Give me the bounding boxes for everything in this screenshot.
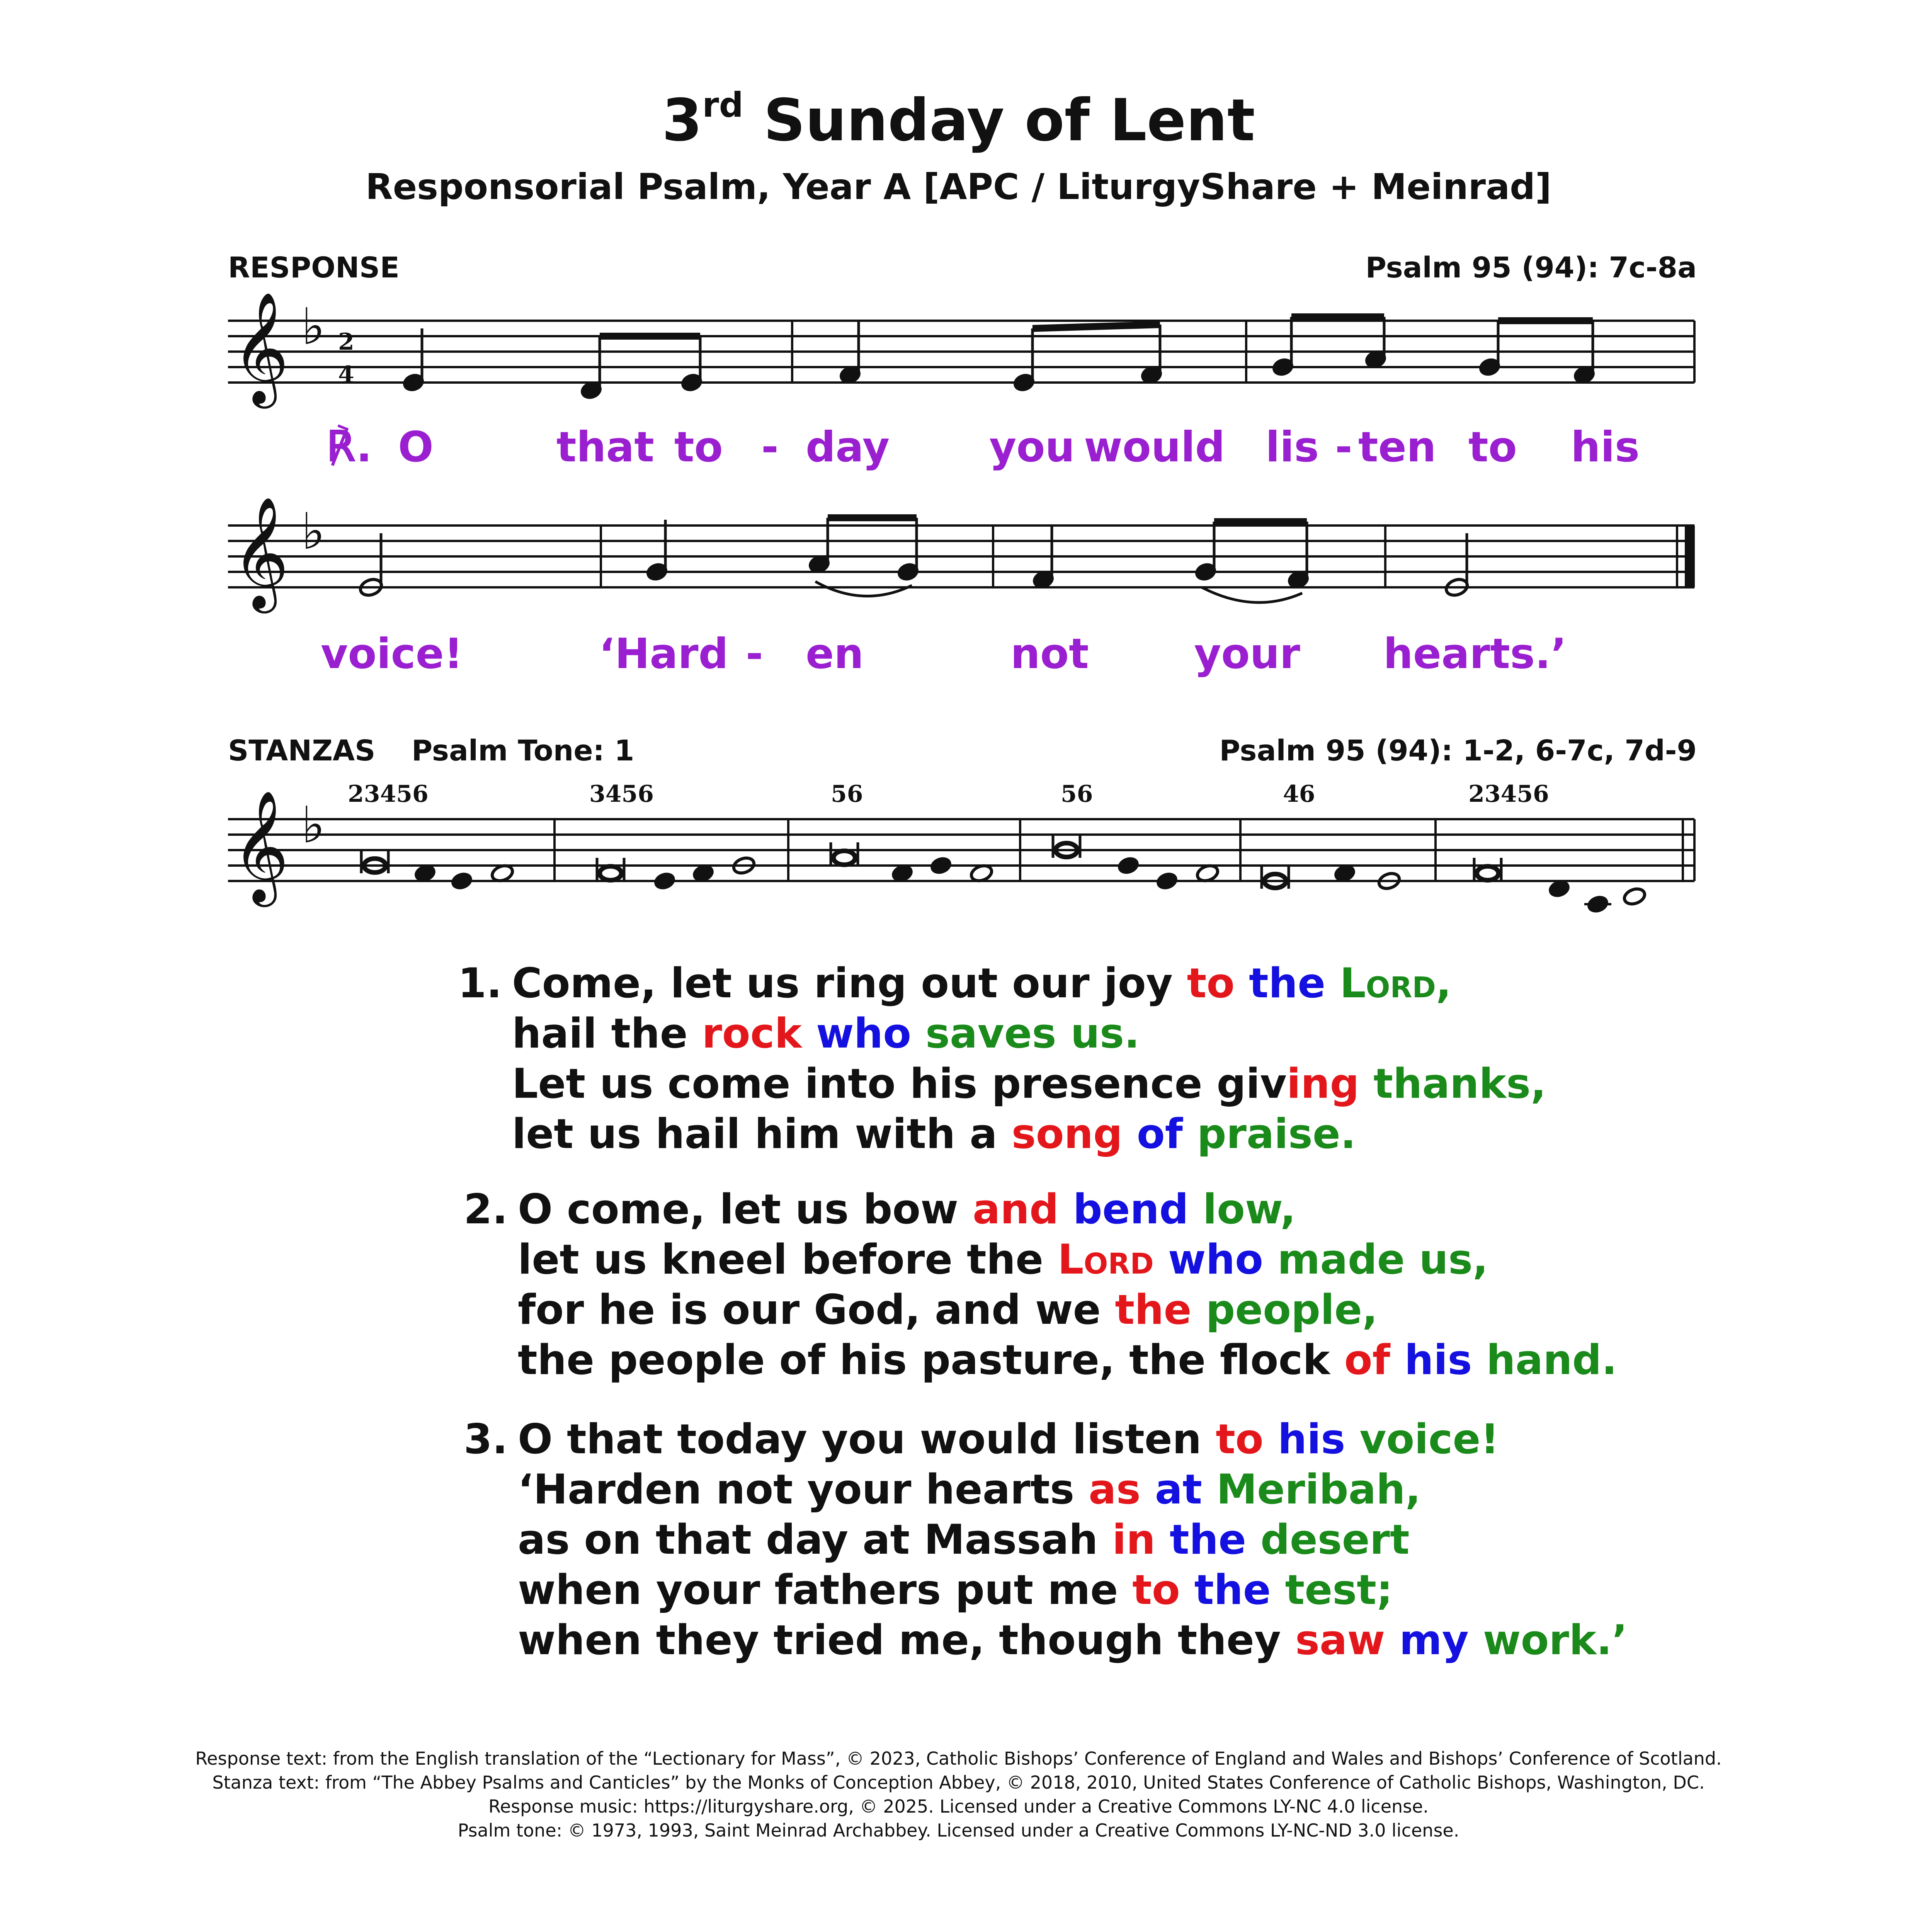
lyric-syllable: your [1194, 630, 1300, 678]
tone-number: 23456 [348, 781, 429, 808]
stanza-number: 3. [464, 1415, 508, 1463]
lyric-syllable: day [806, 423, 890, 471]
response-reference: Psalm 95 (94): 7c-8a [1365, 251, 1697, 284]
lyric-syllable: to [1468, 423, 1517, 471]
lyric-syllable: his [1571, 423, 1640, 471]
stanza-line: when they tried me, though they saw my work.’ [518, 1616, 1628, 1664]
stanza-3 [464, 1414, 1628, 1665]
stanza-line: let us hail him with a song of praise. [512, 1110, 1356, 1158]
response-label: RESPONSE [228, 251, 400, 284]
response-staff-2 [0, 498, 1917, 622]
credit-line: Response music: https://liturgyshare.org, © 2025. Licensed under a Creative Commons LY-NC 4.0 license. [488, 1796, 1429, 1817]
page-title: 3rd Sunday of Lent [662, 85, 1255, 154]
treble-clef-icon: 𝄞 [232, 294, 289, 403]
stanza-line: ‘Harden not your hearts as at Meribah, [518, 1466, 1421, 1513]
stanza-line: when your fathers put me to the test; [518, 1566, 1393, 1614]
stanza-line: hail the rock who saves us. [512, 1010, 1140, 1057]
page-subtitle: Responsorial Psalm, Year A [APC / LiturgyShare + Meinrad] [365, 166, 1552, 207]
tone-number: 3456 [589, 781, 654, 808]
lyric-syllable: - [761, 423, 779, 471]
response-notes-2 [358, 518, 1470, 602]
response-staff-1 [0, 294, 1917, 417]
lyric-syllable: ‘Hard [599, 630, 728, 678]
psalm-tone-staff [0, 777, 1917, 920]
flat-icon: ♭ [301, 502, 325, 561]
credit-line: Response text: from the English translation of the “Lectionary for Mass”, © 2023, Catholic Bishops’ Conference of England and Wales and Bishops’ Conference of Scotland. [195, 1748, 1722, 1769]
tone-number: 23456 [1468, 781, 1549, 808]
stanza-line: O come, let us bow and bend low, [518, 1185, 1296, 1233]
lyric-syllable: not [1010, 630, 1089, 678]
lyric-syllable: - [1335, 423, 1352, 471]
time-signature-top: 2 [338, 328, 354, 355]
stanza-line: Come, let us ring out our joy to the Lord, [512, 959, 1452, 1007]
lyric-syllable: hearts.’ [1383, 630, 1567, 678]
lyric-syllable: ℟. [327, 423, 372, 471]
stanzas-reference: Psalm 95 (94): 1-2, 6-7c, 7d-9 [1219, 734, 1697, 767]
stanza-line: O that today you would listen to his voice! [518, 1415, 1499, 1463]
stanza-line: the people of his pasture, the flock of his hand. [518, 1336, 1617, 1384]
stanza-2 [464, 1184, 1617, 1385]
credits [0, 1747, 1917, 1842]
lyric-syllable: voice! [321, 630, 463, 678]
stanza-1 [458, 958, 1546, 1159]
flat-icon: ♭ [301, 297, 325, 356]
stanza-line: Let us come into his presence giving thanks, [512, 1060, 1546, 1107]
lyric-syllable: - [746, 630, 763, 678]
stanza-line: as on that day at Massah in the desert [518, 1516, 1410, 1563]
credit-line: Stanza text: from “The Abbey Psalms and Canticles” by the Monks of Conception Abbey, © 2018, 2010, United States Conference of Catholic Bishops, Washington, DC. [212, 1772, 1705, 1793]
lyric-syllable: you [989, 423, 1075, 471]
stanzas-label: STANZAS [228, 734, 376, 767]
lyric-syllable: would [1084, 423, 1225, 471]
stanza-number: 1. [458, 959, 502, 1007]
time-signature-bottom: 4 [338, 361, 354, 388]
stanza-line: for he is our God, and we the people, [518, 1286, 1378, 1333]
lyric-syllable: to [674, 423, 723, 471]
psalm-tone-label: Psalm Tone: 1 [412, 734, 634, 767]
lyric-syllable: lis [1266, 423, 1319, 471]
credit-line: Psalm tone: © 1973, 1993, Saint Meinrad Archabbey. Licensed under a Creative Commons LY-NC-ND 3.0 license. [458, 1820, 1459, 1841]
treble-clef-icon: 𝄞 [232, 498, 289, 608]
lyric-syllable: that [556, 423, 655, 471]
lyric-syllable: ten [1358, 423, 1436, 471]
lyric-syllable: en [806, 630, 864, 678]
tone-number: 56 [1061, 781, 1093, 808]
stanza-line: let us kneel before the Lord who made us, [518, 1236, 1488, 1283]
tone-number: 56 [831, 781, 863, 808]
treble-clef-icon: 𝄞 [232, 789, 289, 902]
flat-icon: ♭ [301, 796, 325, 854]
stanza-number: 2. [464, 1185, 508, 1233]
tone-number: 46 [1283, 781, 1315, 808]
lyric-syllable: O [398, 423, 434, 471]
response-notes-1 [402, 317, 1595, 400]
